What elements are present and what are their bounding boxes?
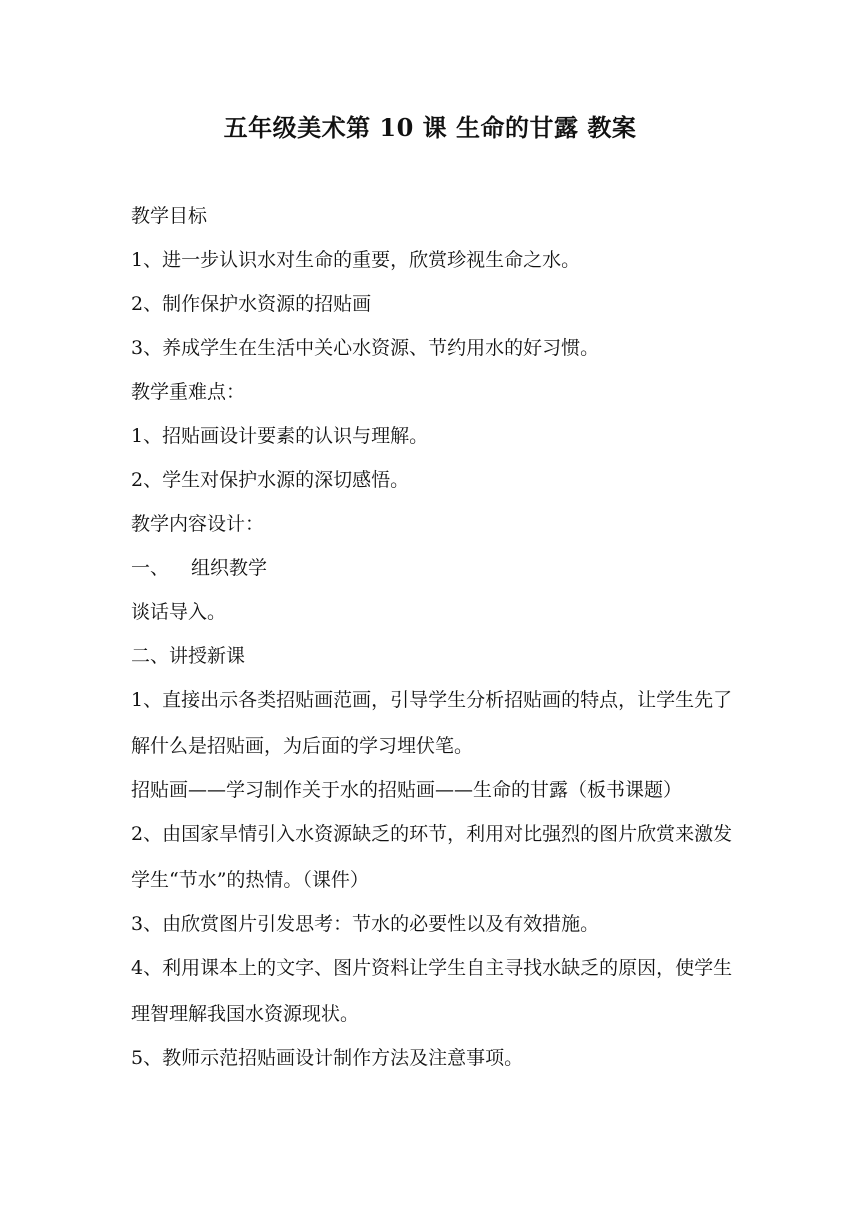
lesson-step-2: 2、由国家旱情引入水资源缺乏的环节，利用对比强烈的图片欣赏来激发学生“节水”的热情。（课件） bbox=[131, 823, 733, 891]
section-heading-objectives: 教学目标 bbox=[131, 205, 208, 227]
key-point-item-2: 2、学生对保护水源的深切感悟。 bbox=[131, 469, 410, 491]
objective-item-2: 2、制作保护水资源的招贴画 bbox=[131, 293, 372, 315]
board-title-line: 招贴画——学习制作关于水的招贴画——生命的甘露（板书课题） bbox=[131, 779, 683, 801]
objective-item-3: 3、养成学生在生活中关心水资源、节约用水的好习惯。 bbox=[131, 337, 600, 359]
lesson-step-1: 1、直接出示各类招贴画范画，引导学生分析招贴画的特点，让学生先了解什么是招贴画，为后面的学习埋伏笔。 bbox=[131, 689, 733, 757]
section-one-heading bbox=[131, 551, 736, 585]
document-title: 五年级美术第 10 课 生命的甘露 教案 bbox=[223, 113, 637, 142]
key-point-item-1: 1、招贴画设计要素的认识与理解。 bbox=[131, 425, 429, 447]
lesson-step-5: 5、教师示范招贴画设计制作方法及注意事项。 bbox=[131, 1047, 524, 1069]
objective-item-1: 1、进一步认识水对生命的重要，欣赏珍视生命之水。 bbox=[131, 249, 581, 271]
section-one-number: 一、 bbox=[131, 557, 170, 579]
section-heading-content-design: 教学内容设计： bbox=[131, 513, 265, 535]
document-body bbox=[131, 199, 736, 1085]
section-two-heading: 二、讲授新课 bbox=[131, 645, 246, 667]
lesson-step-4: 4、利用课本上的文字、图片资料让学生自主寻找水缺乏的原因，使学生理智理解我国水资源现状。 bbox=[131, 957, 733, 1025]
intro-text: 谈话导入。 bbox=[131, 601, 227, 623]
section-heading-key-points: 教学重难点： bbox=[131, 381, 246, 403]
section-one-label: 组织教学 bbox=[191, 557, 268, 579]
lesson-step-3: 3、由欣赏图片引发思考：节水的必要性以及有效措施。 bbox=[131, 913, 600, 935]
